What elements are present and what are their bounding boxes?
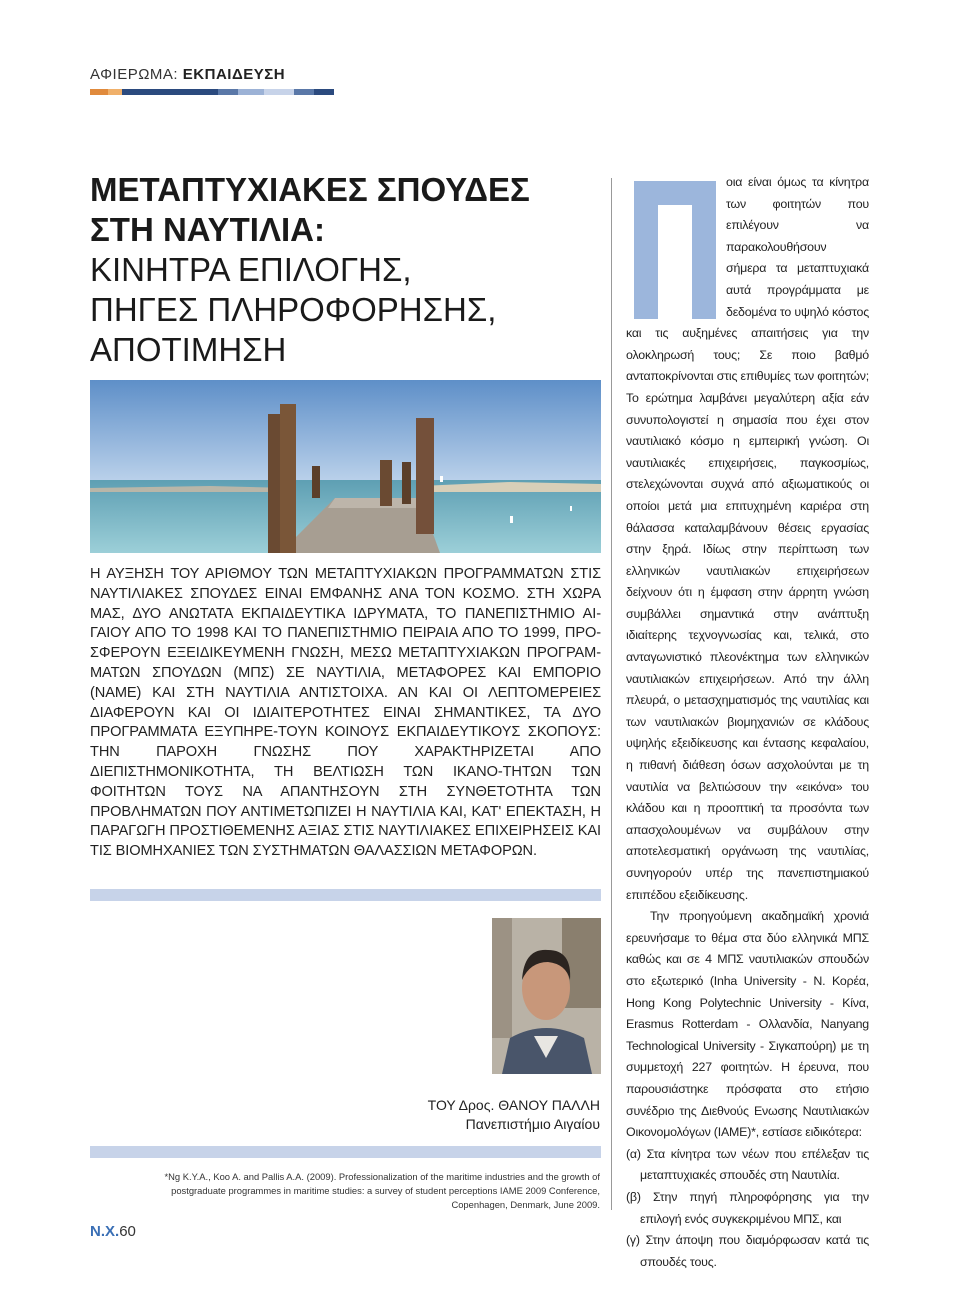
author-portrait — [492, 918, 601, 1074]
color-strip-segment — [122, 89, 218, 95]
color-strip — [90, 89, 334, 95]
body-paragraph-1: οια είναι όμως τα κίνητρα των φοιτητών που επιλέγουν να παρακολουθήσουν σήμερα τα μεταπτυχιακά αυτά προγράμματα με δεδομένα το υψηλό κόστος και τις αυξημένες απαιτήσεις για την ολοκληρωσή τους; Σε ποιο βαθμό ανταποκρίνονται στις επιθυμίες των φοιτητών; Το ερώτημα λαμβάνει μεγαλύτερη αξία εάν συνυπολογιστεί η σημασία που έχει στον ναυτιλιακό κόσμο η εμπειρική γνώση. Οι ναυτιλιακές επιχειρήσεις, παγκοσμίως, στελεχώνονται συχνά από αξιωματικούς οι οποίοι μετά μια επιτυχημένη καριέρα στη θάλασσα καταλαμβάνουν θέσεις εργασίας στην ξηρά. Ιδίως στην περίπτωση των ελληνικών ναυτιλιακών επιχειρήσεων δείχνουν ότι η έμφαση στην άρρητη γνώση συμβάλλει σημαντικά στην ανάπτυξη ιδιαίτερης τεχνογνωσίας και, τελικά, στο ανταγωνιστικό πλεονέκτημα των ελληνικών ναυτιλιακών επιχειρήσεων. Από την άλλη πλευρά, ο μετασχηματισμός της ναυτιλίας και των ναυτιλιακών βιομηχανιών σε κλάδους υψηλής εξειδίκευσης και έντασης κεφαλαίου, η πιθανή διάθεση όσων ασχολούνται με τη ναυτιλία να βελτιώσουν την «εικόνα» του κλάδου και η προοπτική τα προσόντα των απασχολουμένων να συμβάλουν στην αποτελεσματική οργάνωση της ναυτιλίας, συνηγορούν υπέρ της πανεπιστημιακού επιπέδου εξειδίκευσης. — [626, 175, 869, 902]
color-strip-segment — [218, 89, 238, 95]
section-prefix: ΑΦΙΕΡΩΜΑ: — [90, 66, 183, 83]
list-item: (γ) Στην άποψη που διαμόρφωσαν κατά τις σπουδές τους. — [626, 1233, 869, 1269]
author-byline-block — [300, 1096, 600, 1134]
section-name: ΕΚΠΑΙΔΕΥΣΗ — [182, 66, 286, 83]
list-item: (α) Στα κίνητρα των νέων που επέλεξαν τις μεταπτυχιακές σπουδές στη Ναυτιλία. — [626, 1146, 869, 1183]
section-label — [90, 66, 285, 83]
drop-cap-letter — [630, 181, 631, 182]
title-line-4: ΠΗΓΕΣ ΠΛΗΡΟΦΟΡΗΣΗΣ, — [90, 291, 497, 328]
drop-cap-glyph — [630, 181, 720, 319]
drop-cap — [630, 181, 720, 319]
color-strip-segment — [238, 89, 264, 95]
body-paragraph-2: Την προηγούμενη ακαδημαϊκή χρονιά ερευνήσαμε το θέμα στα δύο ελληνικά ΜΠΣ καθώς και σε 4 ΜΠΣ ναυτιλιακών σπουδών στο εξωτερικό (Inha University - Ν. Κορέα, Hong Kong Polytechnic University - Κίνα, Erasmus Rotterdam - Ολλανδία, Nanyang Technological University - Σιγκαπούρη) με τη συμμετοχή 227 φοιτητών. Η έρευνα, που παρουσιάστηκε πρόσφατα στο ετήσιο συνέδριο της Διεθνούς Ενωσης Ναυτιλιακών Οικονομολόγων (IAME)*, εστίασε ειδικότερα: — [626, 909, 869, 1140]
column-rule — [611, 178, 612, 1210]
lead-paragraph: Η ΑΥΞΗΣΗ ΤΟΥ ΑΡΙΘΜΟΥ ΤΩΝ ΜΕΤΑΠΤΥΧΙΑΚΩΝ ΠΡΟΓΡΑΜΜΑΤΩΝ ΣΤΙΣ ΝΑΥΤΙΛΙΑΚΕΣ ΣΠΟΥΔΕΣ ΕΙΝΑΙ ΕΜΦΑΝΗΣ ΑΝΑ ΤΟΝ ΚΟΣΜΟ. ΣΤΗ ΧΩΡΑ ΜΑΣ, ΔΥΟ ΑΝΩΤΑΤΑ ΕΚΠΑΙΔΕΥΤΙΚΑ ΙΔΡΥΜΑΤΑ, ΤΟ ΠΑΝΕΠΙΣΤΗΜΙΟ ΑΙ-ΓΑΙΟΥ ΑΠΟ ΤΟ 1998 ΚΑΙ ΤΟ ΠΑΝΕΠΙΣΤΗΜΙΟ ΠΕΙΡΑΙΑ ΑΠΟ ΤΟ 1999, ΠΡΟ-ΣΦΕΡΟΥΝ ΕΞΕΙΔΙΚΕΥΜΕΝΗ ΓΝΩΣΗ, ΜΕΣΩ ΜΕΤΑΠΤΥΧΙΑΚΩΝ ΠΡΟΓΡΑΜ-ΜΑΤΩΝ ΣΠΟΥΔΩΝ (ΜΠΣ) ΣΕ ΝΑΥΤΙΛΙΑ, ΜΕΤΑΦΟΡΕΣ ΚΑΙ ΕΜΠΟΡΙΟ (ΝΑΜΕ) ΚΑΙ ΣΤΗ ΝΑΥΤΙΛΙΑ ΑΝΤΙΣΤΟΙΧΑ. ΑΝ ΚΑΙ ΟΙ ΛΕΠΤΟΜΕΡΕΙΕΣ ΔΙΑΦΕΡΟΥΝ ΚΑΙ ΟΙ ΙΔΙΑΙΤΕΡΟΤΗΤΕΣ ΕΙΝΑΙ ΣΗΜΑΝΤΙΚΕΣ, ΤΑ ΔΥΟ ΠΡΟΓΡΑΜΜΑΤΑ ΕΞΥΠΗΡΕ-ΤΟΥΝ ΚΟΙΝΟΥΣ ΕΚΠΑΙΔΕΥΤΙΚΟΥΣ ΣΚΟΠΟΥΣ: ΤΗΝ ΠΑΡΟΧΗ ΓΝΩΣΗΣ ΠΟΥ ΧΑΡΑΚΤΗΡΙΖΕΤΑΙ ΑΠΟ ΔΙΕΠΙΣΤΗΜΟΝΙΚΟΤΗΤΑ, ΤΗ ΒΕΛΤΙΩΣΗ ΤΩΝ ΙΚΑΝΟ-ΤΗΤΩΝ ΤΩΝ ΦΟΙΤΗΤΩΝ ΤΟΥΣ ΝΑ ΑΠΑΝΤΗΣΟΥΝ ΣΤΗ ΣΥΝΘΕΤΟΤΗΤΑ ΤΩΝ ΠΡΟΒΛΗΜΑΤΩΝ ΠΟΥ ΑΝΤΙΜΕΤΩΠΙΖΕΙ Η ΝΑΥΤΙΛΙΑ ΚΑΙ, ΚΑΤ' ΕΠΕΚΤΑΣΗ, Η ΠΑΡΑΓΩΓΗ ΠΡΟΣΤΙΘΕΜΕΝΗΣ ΑΞΙΑΣ ΣΤΙΣ ΝΑΥΤΙΛΙΑΚΕΣ ΕΠΙΧΕΙΡΗΣΕΙΣ ΚΑΙ ΤΙΣ ΒΙΟΜΗΧΑΝΙΕΣ ΤΩΝ ΣΥΣΤΗΜΑΤΩΝ ΘΑΛΑΣΣΙΩΝ ΜΕΤΑΦΟΡΩΝ. — [90, 566, 601, 860]
harbor-photo — [90, 380, 601, 553]
color-strip-segment — [294, 89, 314, 95]
author-affiliation: Πανεπιστήμιο Αιγαίου — [465, 1116, 600, 1132]
footnote: *Ng K.Y.A., Koo A. and Pallis A.A. (2009). Professionalization of the maritime industries and the growth of postgraduate programmes in maritime studies: a survey of student perceptions IAME 2009 Conference, Copenhagen, Denmark, June 2009. — [164, 1171, 600, 1210]
color-strip-segment — [264, 89, 294, 95]
title-line-5: ΑΠΟΤΙΜΗΣΗ — [90, 331, 287, 368]
author-photo — [492, 918, 601, 1074]
pier-illustration — [90, 380, 601, 553]
page-number-value: 60 — [119, 1223, 136, 1240]
magazine-abbrev: N.X. — [90, 1223, 120, 1240]
page-number — [90, 1223, 136, 1240]
title-line-2: ΣΤΗ ΝΑΥΤΙΛΙΑ: — [90, 211, 325, 248]
author-byline: ΤΟΥ Δρος. ΘΑΝΟΥ ΠΑΛΛΗ — [427, 1097, 600, 1113]
divider-bar-lower — [90, 1146, 601, 1158]
color-strip-segment — [314, 89, 334, 95]
title-line-3: ΚΙΝΗΤΡΑ ΕΠΙΛΟΓΗΣ, — [90, 251, 412, 288]
title-line-1: ΜΕΤΑΠΤΥΧΙΑΚΕΣ ΣΠΟΥΔΕΣ — [90, 171, 530, 208]
divider-bar — [90, 889, 601, 901]
body-column — [626, 172, 869, 1273]
article-title — [90, 170, 570, 370]
color-strip-segment — [90, 89, 108, 95]
color-strip-segment — [108, 89, 122, 95]
list-item: (β) Στην πηγή πληροφόρησης για την επιλογή ενός συγκεκριμένου ΜΠΣ, και — [626, 1189, 869, 1226]
